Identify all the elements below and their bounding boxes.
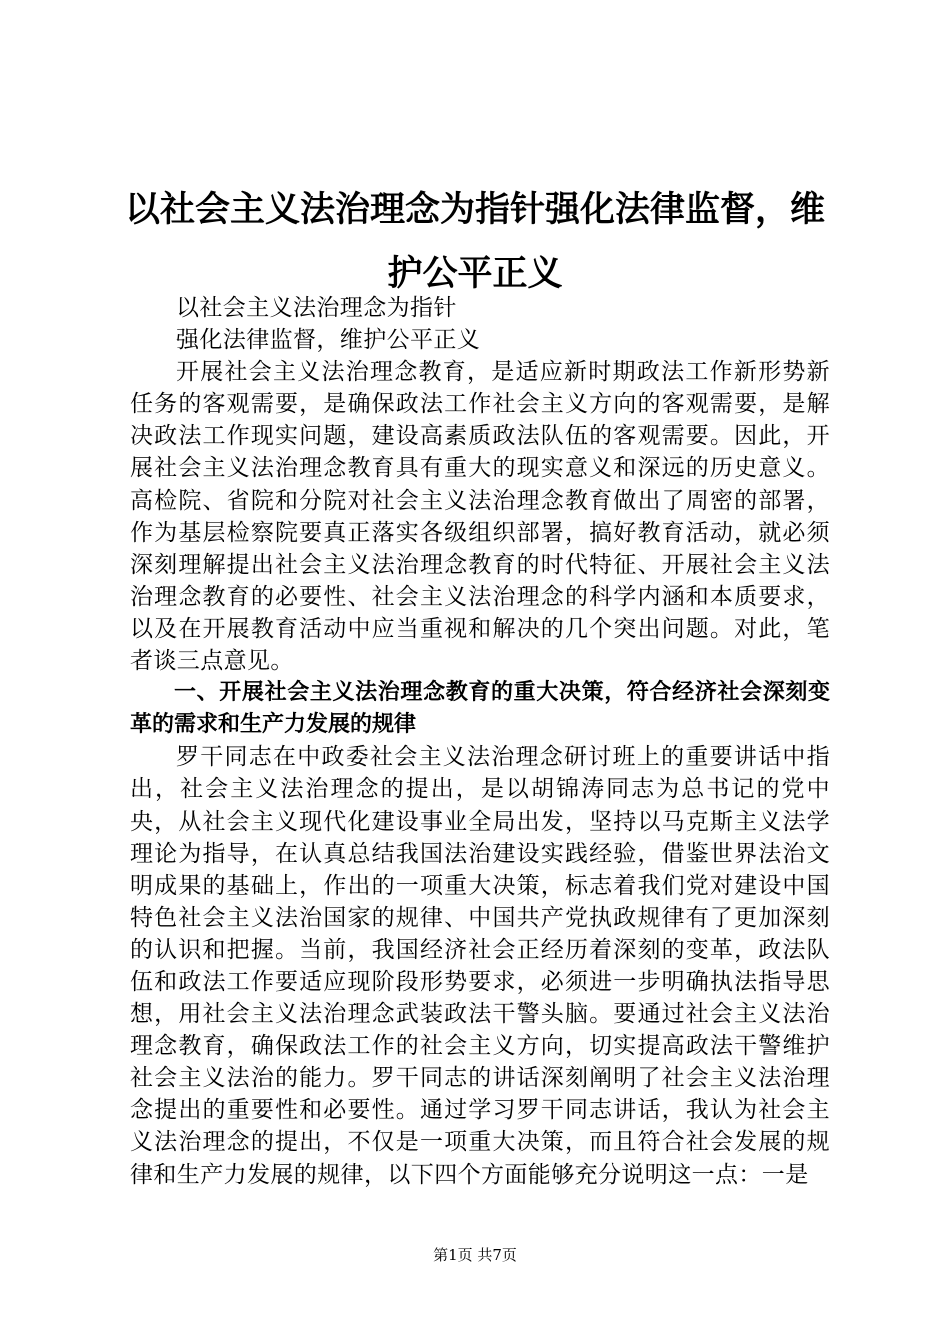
subtitle-line-1: 以社会主义法治理念为指针 (176, 295, 457, 321)
paragraph-intro: 开展社会主义法治理念教育，是适应新时期政法工作新形势新任务的客观需要，是确保政法工作社会主义方向的客观需要，是解决政法工作现实问题，建设高素质政法队伍的客观需要。因此，开展社会主义法治理念教育具有重大的现实意义和深远的历史意义。高检院、省院和分院对社会主义法治理念教育做出了周密的部署，作为基层检察院要真正落实各级组织部署，搞好教育活动，就必须深刻理解提出社会主义法治理念教育的时代特征、开展社会主义法治理念教育的必要性、社会主义法治理念的科学内涵和本质要求，以及在开展教育活动中应当重视和解决的几个突出问题。对此，笔者谈三点意见。 (130, 359, 830, 675)
page-footer: 第1页 共7页 (433, 1246, 517, 1264)
document-body (130, 292, 830, 1191)
paragraph-section-1: 罗干同志在中政委社会主义法治理念研讨班上的重要讲话中指出，社会主义法治理念的提出，是以胡锦涛同志为总书记的党中央，从社会主义现代化建设事业全局出发，坚持以马克斯主义法学理论为指导，在认真总结我国法治建设实践经验，借鉴世界法治文明成果的基础上，作出的一项重大决策，标志着我们党对建设中国特色社会主义法治国家的规律、中国共产党执政规律有了更加深刻的认识和把握。当前，我国经济社会正经历着深刻的变革，政法队伍和政法工作要适应现阶段形势要求，必须进一步明确执法指导思想，用社会主义法治理念武装政法干警头脑。要通过社会主义法治理念教育，确保政法工作的社会主义方向，切实提高政法干警维护社会主义法治的能力。罗干同志的讲话深刻阐明了社会主义法治理念提出的重要性和必要性。通过学习罗干同志讲话，我认为社会主义法治理念的提出，不仅是一项重大决策，而且符合社会发展的规律和生产力发展的规律，以下四个方面能够充分说明这一点：一是 (130, 744, 830, 1188)
section-heading-1: 一、开展社会主义法治理念教育的重大决策，符合经济社会深刻变革的需求和生产力发展的规律 (130, 680, 830, 738)
document-title: 以社会主义法治理念为指针强化法律监督，维护公平正义 (124, 190, 825, 294)
subtitle-line-2: 强化法律监督，维护公平正义 (176, 327, 481, 354)
